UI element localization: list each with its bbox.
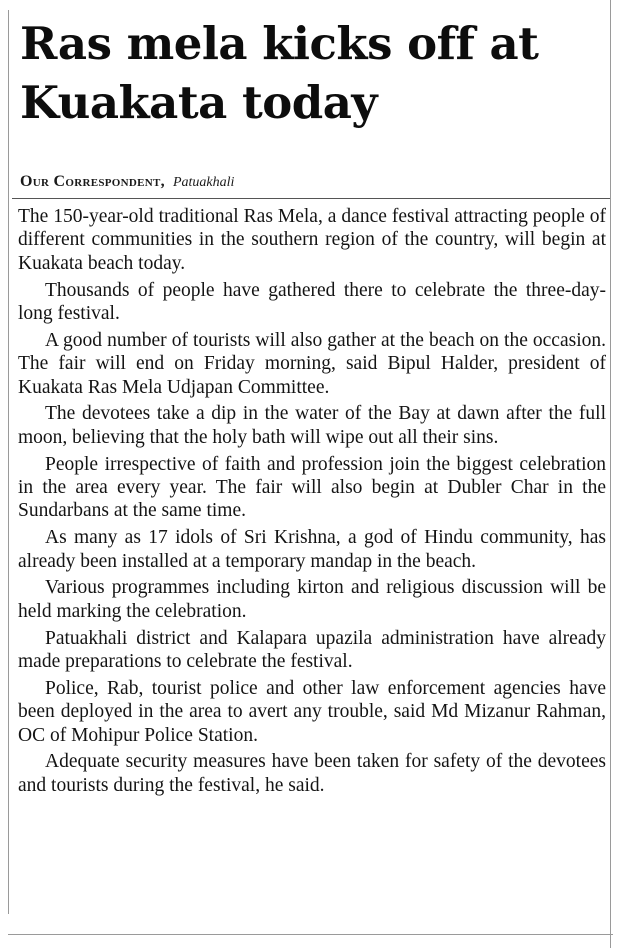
paragraph: The devotees take a dip in the water of the Bay at dawn after the full moon, believing that the holy bath will wipe out all their sins. [18, 403, 606, 448]
paragraph: Patuakhali district and Kalapara upazila administration have already made preparations to celebrate the festival. [18, 627, 606, 673]
paragraph: Various programmes including kirton and religious discussion will be held marking the celebration. [18, 577, 606, 622]
paragraph: A good number of tourists will also gather at the beach on the occasion. The fair will end on Friday morning, said Bipul Halder, president of Kuakata Ras Mela Udjapan Committee. [18, 329, 606, 398]
byline [20, 172, 234, 193]
byline-location: Patuakhali [172, 175, 235, 190]
paragraph: As many as 17 idols of Sri Krishna, a god of Hindu community, has already been installed at a temporary mandap in the beach. [18, 527, 606, 572]
clipping-left-border [8, 10, 9, 914]
paragraph: People irrespective of faith and profession join the biggest celebration in the area every year. The fair will also begin at Dubler Char in the Sundarbans at the same time. [18, 453, 606, 522]
byline-divider [12, 198, 610, 199]
headline: Ras mela kicks off at Kuakata today [20, 17, 539, 129]
paragraph: Thousands of people have gathered there to celebrate the three-day-long festival. [18, 279, 606, 325]
clipping-bottom-border [8, 934, 613, 935]
article-body [18, 205, 606, 801]
clipping-right-border [610, 0, 611, 948]
byline-author: Our Correspondent, [20, 173, 165, 190]
paragraph: Police, Rab, tourist police and other law enforcement agencies have been deployed in the area to avert any trouble, said Md Mizanur Rahman, OC of Mohipur Police Station. [18, 677, 606, 746]
paragraph: The 150-year-old traditional Ras Mela, a dance festival attracting people of different communities in the southern region of the country, will begin at Kuakata beach today. [18, 206, 606, 274]
paragraph: Adequate security measures have been taken for safety of the devotees and tourists during the festival, he said. [18, 751, 606, 796]
